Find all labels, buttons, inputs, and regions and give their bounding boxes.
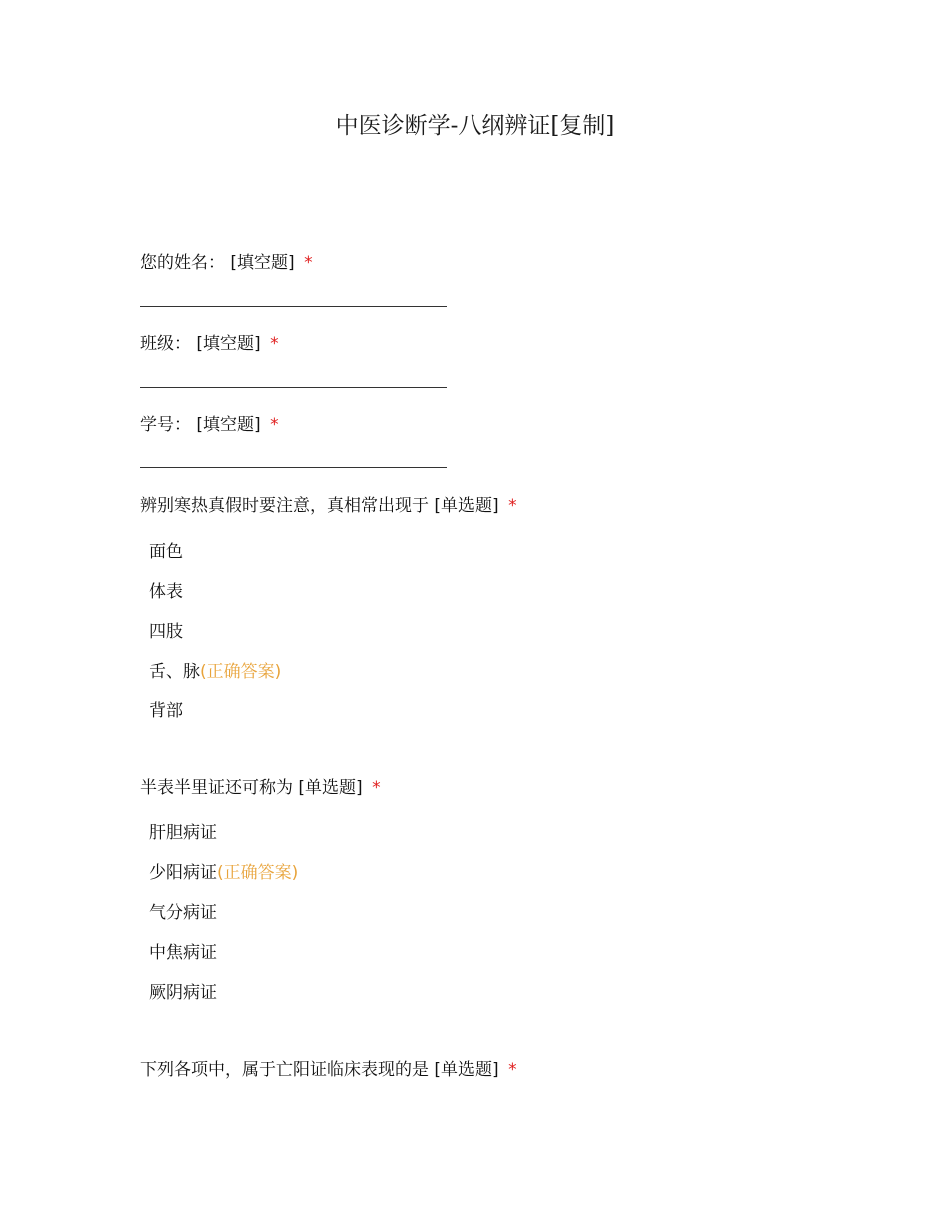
option-item-correct[interactable]: [149, 660, 281, 684]
question-text: 班级：: [140, 334, 191, 354]
page-title: 中医诊断学-八纲辨证[复制]: [335, 113, 615, 139]
question-text: 学号：: [140, 415, 191, 435]
option-item[interactable]: [149, 540, 183, 564]
option-item[interactable]: [149, 821, 217, 845]
required-mark: *: [270, 334, 279, 354]
option-item-correct[interactable]: [149, 861, 298, 885]
option-label: 背部: [149, 701, 183, 721]
option-item[interactable]: [149, 901, 217, 925]
option-label: 四肢: [149, 622, 183, 642]
option-item[interactable]: [149, 620, 183, 644]
name-answer-line[interactable]: [140, 306, 447, 307]
question-text: 您的姓名：: [140, 253, 225, 273]
question-type: [填空题]: [230, 253, 295, 273]
required-mark: *: [372, 778, 381, 798]
question-text: 下列各项中，属于亡阳证临床表现的是: [140, 1060, 429, 1080]
option-label: 气分病证: [149, 903, 217, 923]
question-6-title: [140, 1058, 517, 1082]
option-label: 舌、脉: [149, 662, 200, 682]
required-mark: *: [508, 496, 517, 516]
question-type: [单选题]: [434, 496, 499, 516]
option-label: 厥阴病证: [149, 983, 217, 1003]
question-type: [填空题]: [196, 334, 261, 354]
option-label: 肝胆病证: [149, 823, 217, 843]
option-label: 少阳病证: [149, 863, 217, 883]
option-item[interactable]: [149, 699, 183, 723]
question-type: [单选题]: [434, 1060, 499, 1080]
option-item[interactable]: [149, 580, 183, 604]
question-name-title: [140, 251, 313, 275]
correct-answer-tag: (正确答案): [200, 662, 282, 682]
required-mark: *: [508, 1060, 517, 1080]
required-mark: *: [304, 253, 313, 273]
question-type: [单选题]: [298, 778, 363, 798]
correct-answer-tag: (正确答案): [217, 863, 299, 883]
class-answer-line[interactable]: [140, 387, 447, 388]
option-label: 面色: [149, 542, 183, 562]
option-item[interactable]: [149, 941, 217, 965]
required-mark: *: [270, 415, 279, 435]
option-label: 体表: [149, 582, 183, 602]
question-text: 半表半里证还可称为: [140, 778, 293, 798]
question-4-title: [140, 494, 517, 518]
question-type: [填空题]: [196, 415, 261, 435]
student-id-answer-line[interactable]: [140, 467, 447, 468]
question-class-title: [140, 332, 279, 356]
question-student-id-title: [140, 413, 279, 437]
option-label: 中焦病证: [149, 943, 217, 963]
option-item[interactable]: [149, 981, 217, 1005]
question-5-title: [140, 776, 381, 800]
question-text: 辨别寒热真假时要注意，真相常出现于: [140, 496, 429, 516]
